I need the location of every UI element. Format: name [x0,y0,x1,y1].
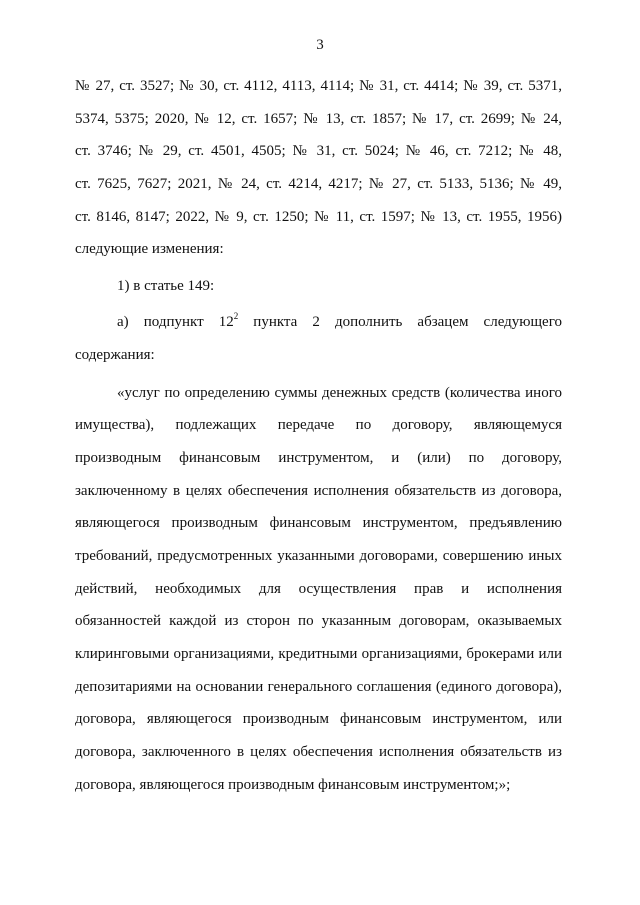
subitem-a-superscript: 2 [233,311,239,322]
quote-line: производным финансовым инструментом, и (или) по договору, [75,449,562,466]
quote-line: заключенному в целях обеспечения исполнения обязательств из договора, [75,482,562,499]
quote-line-last: договора, являющегося производным финансовым инструментом;»; [75,776,511,793]
quote-line: договора, являющегося производным финансовым инструментом, или [75,711,562,728]
citation-line: № 27, ст. 3527; № 30, ст. 4112, 4113, 4114; № 31, ст. 4414; № 39, ст. 5371, [75,78,562,94]
subitem-a-prefix: а) подпункт 12 [117,314,234,331]
subitem-a-line [75,306,562,339]
quote-line: клиринговыми организациями, кредитными организациями, брокерами или [75,646,562,662]
subitem-a-suffix: пункта 2 дополнить абзацем следующего [238,314,562,331]
subitem-a-continuation: содержания: [75,346,155,363]
quote-line: имущества), подлежащих передаче по договору, являющемуся [75,417,562,434]
item-1-heading: 1) в статье 149: [117,278,215,295]
quote-line: требований, предусмотренных указанными договорами, совершению иных [75,547,562,564]
document-body [75,70,562,801]
citation-line-last: следующие изменения: [75,241,224,258]
page-number: 3 [316,37,324,53]
citation-line: ст. 7625, 7627; 2021, № 24, ст. 4214, 4217; № 27, ст. 5133, 5136; № 49, [75,176,562,193]
quote-line: договора, заключенного в целях обеспечения исполнения обязательств из [75,744,562,761]
quote-line: обязанностей каждой из сторон по указанным договорам, оказываемых [75,613,562,630]
quote-line: являющегося производным финансовым инструментом, предъявлению [75,515,562,532]
citation-line: ст. 8146, 8147; 2022, № 9, ст. 1250; № 11, ст. 1597; № 13, ст. 1955, 1956) [75,208,562,225]
citation-line: ст. 3746; № 29, ст. 4501, 4505; № 31, ст. 5024; № 46, ст. 7212; № 48, [75,143,562,160]
quote-line-first: «услуг по определению суммы денежных средств (количества иного [117,384,562,401]
quote-line: действий, необходимых для осуществления прав и исполнения [75,580,562,597]
citation-line: 5374, 5375; 2020, № 12, ст. 1657; № 13, ст. 1857; № 17, ст. 2699; № 24, [75,110,562,127]
quote-line: депозитариями на основании генерального соглашения (единого договора), [75,678,562,695]
